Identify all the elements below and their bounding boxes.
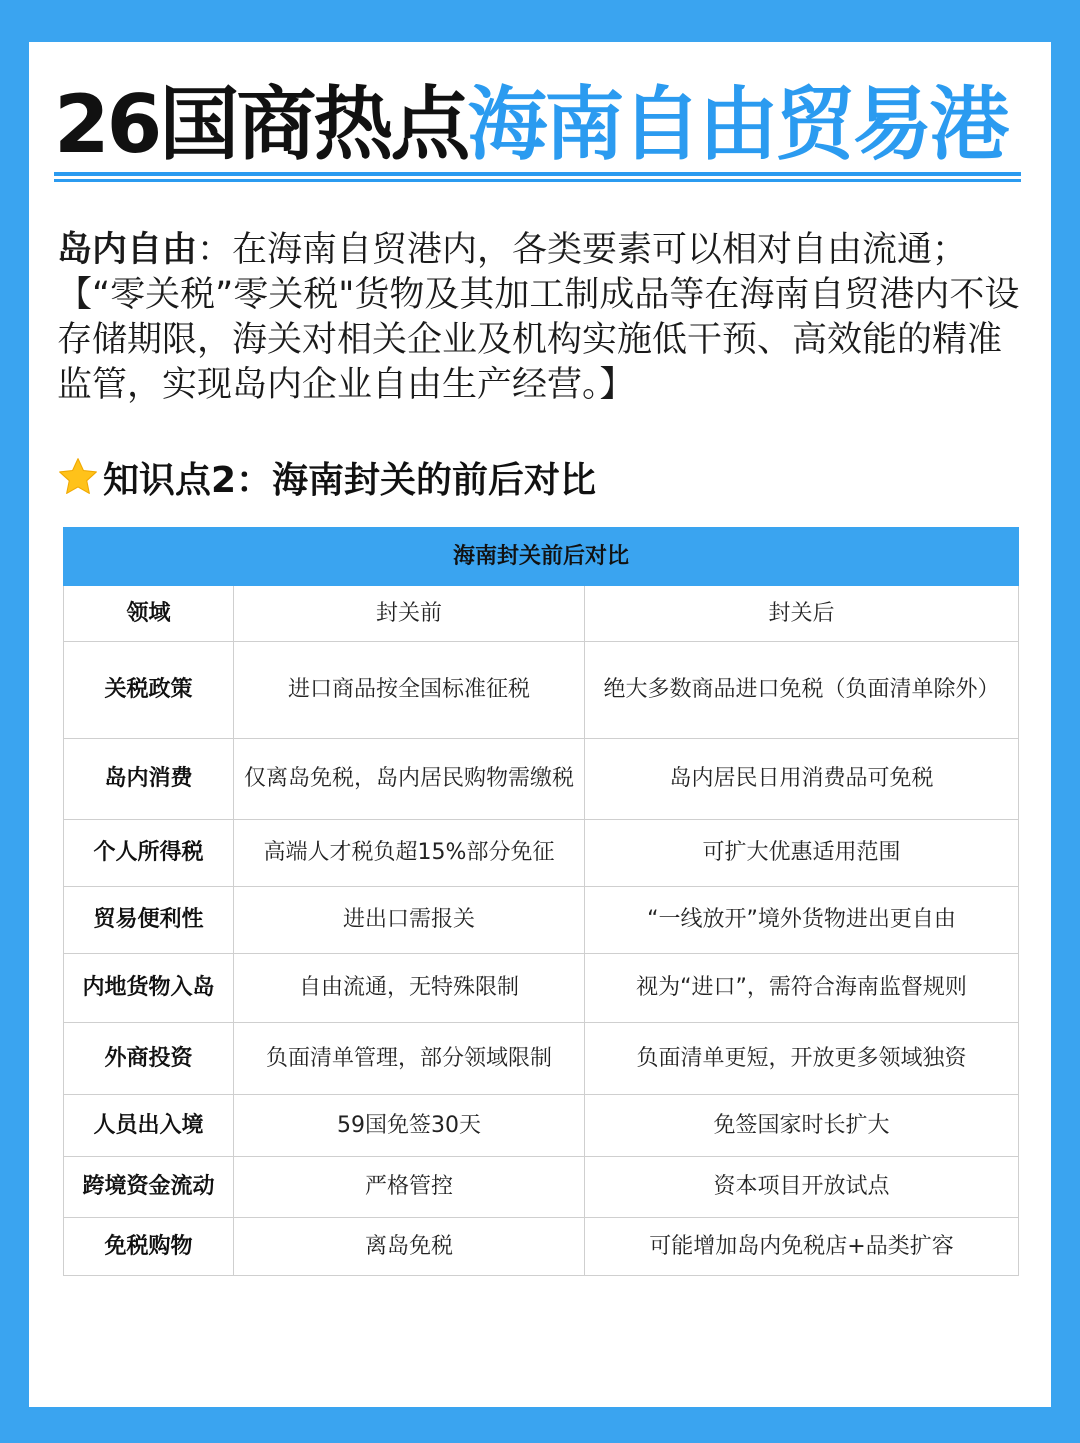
header-area: 领域 — [64, 586, 234, 642]
before-cell: 自由流通，无特殊限制 — [234, 954, 585, 1023]
table-row — [64, 642, 1019, 739]
title-underline — [54, 172, 1021, 176]
before-cell: 离岛免税 — [234, 1218, 585, 1276]
before-cell: 高端人才税负超15%部分免征 — [234, 820, 585, 887]
knowledge-heading — [57, 452, 596, 502]
title-underline-thin — [54, 179, 1021, 182]
area-cell: 岛内消费 — [64, 739, 234, 820]
table-row — [64, 1218, 1019, 1276]
header-before: 封关前 — [234, 586, 585, 642]
after-cell: 资本项目开放试点 — [585, 1157, 1019, 1218]
content-card — [29, 42, 1051, 1407]
table-row — [64, 954, 1019, 1023]
after-cell: 视为“进口”，需符合海南监督规则 — [585, 954, 1019, 1023]
after-cell: 可扩大优惠适用范围 — [585, 820, 1019, 887]
table-row — [64, 820, 1019, 887]
before-cell: 负面清单管理，部分领域限制 — [234, 1023, 585, 1095]
after-cell: 免签国家时长扩大 — [585, 1095, 1019, 1157]
area-cell: 贸易便利性 — [64, 887, 234, 954]
table-row — [64, 1023, 1019, 1095]
intro-text: ：在海南自贸港内，各类要素可以相对自由流通；【“零关税”零关税"货物及其加工制成品等在海南自贸港内不设存储期限，海关对相关企业及机构实施低干预、高效能的精准监管，实现岛内企业自由生产经营。】 — [57, 230, 1020, 405]
before-cell: 59国免签30天 — [234, 1095, 585, 1157]
comparison-table — [63, 527, 1019, 1276]
after-cell: “一线放开”境外货物进出更自由 — [585, 887, 1019, 954]
before-cell: 仅离岛免税，岛内居民购物需缴税 — [234, 739, 585, 820]
before-cell: 进出口需报关 — [234, 887, 585, 954]
intro-paragraph — [57, 228, 1032, 408]
table-caption-row — [64, 528, 1019, 586]
table-row — [64, 887, 1019, 954]
area-cell: 跨境资金流动 — [64, 1157, 234, 1218]
after-cell: 负面清单更短，开放更多领域独资 — [585, 1023, 1019, 1095]
table-caption: 海南封关前后对比 — [64, 528, 1019, 586]
area-cell: 免税购物 — [64, 1218, 234, 1276]
after-cell: 岛内居民日用消费品可免税 — [585, 739, 1019, 820]
intro-label: 岛内自由 — [57, 230, 198, 270]
area-cell: 外商投资 — [64, 1023, 234, 1095]
area-cell: 人员出入境 — [64, 1095, 234, 1157]
star-icon — [57, 456, 99, 498]
knowledge-heading-text: 知识点2：海南封关的前后对比 — [103, 459, 597, 501]
table-row — [64, 739, 1019, 820]
page-title — [54, 80, 1029, 170]
before-cell: 严格管控 — [234, 1157, 585, 1218]
table-row — [64, 1157, 1019, 1218]
before-cell: 进口商品按全国标准征税 — [234, 642, 585, 739]
area-cell: 个人所得税 — [64, 820, 234, 887]
after-cell: 绝大多数商品进口免税（负面清单除外） — [585, 642, 1019, 739]
table-row — [64, 1095, 1019, 1157]
area-cell: 内地货物入岛 — [64, 954, 234, 1023]
area-cell: 关税政策 — [64, 642, 234, 739]
title-black-part: 26国商热点 — [54, 78, 468, 171]
after-cell: 可能增加岛内免税店+品类扩容 — [585, 1218, 1019, 1276]
table-header-row — [64, 586, 1019, 642]
title-blue-part: 海南自由贸易港 — [467, 78, 1007, 171]
header-after: 封关后 — [585, 586, 1019, 642]
